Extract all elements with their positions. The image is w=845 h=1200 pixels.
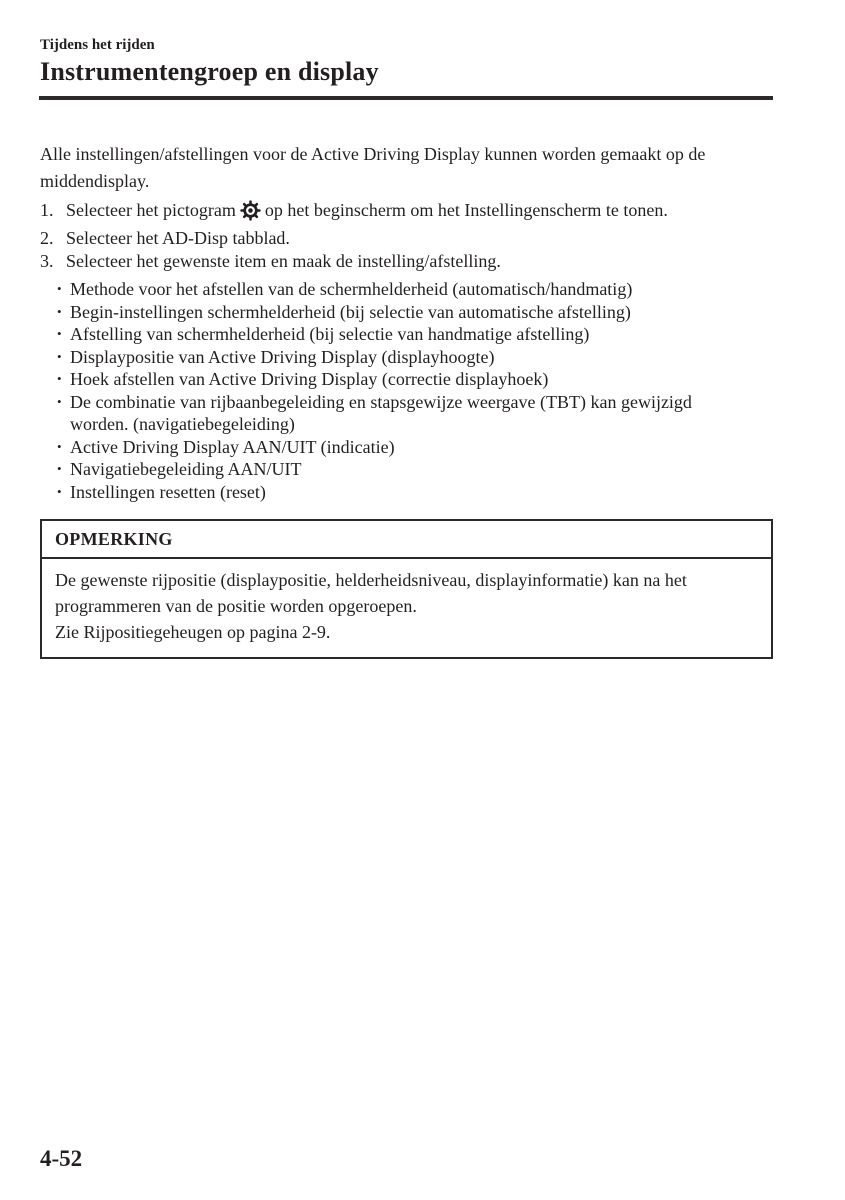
note-title: OPMERKING bbox=[42, 521, 771, 559]
intro-line: Alle instellingen/afstellingen voor de Active Driving Display kunnen worden gemaakt op de bbox=[40, 144, 706, 164]
step-number: 2. bbox=[40, 228, 54, 248]
gear-icon bbox=[240, 200, 261, 227]
step-text-after: op het beginscherm om het Instellingenscherm te tonen. bbox=[264, 200, 668, 220]
list-item bbox=[57, 458, 773, 481]
bullet-icon: • bbox=[57, 326, 62, 341]
list-item bbox=[57, 346, 773, 369]
section-label: Tijdens het rijden bbox=[40, 37, 155, 53]
bullet-icon: • bbox=[57, 348, 62, 364]
bullet-text: Hoek afstellen van Active Driving Display (correctie displayhoek) bbox=[70, 369, 549, 389]
step-number: 1. bbox=[40, 200, 54, 220]
bullet-text: Displaypositie van Active Driving Display (displayhoogte) bbox=[70, 346, 495, 367]
step-text: Selecteer het AD-Disp tabblad. bbox=[66, 228, 290, 248]
bullet-icon: • bbox=[57, 461, 62, 476]
list-item bbox=[57, 481, 773, 504]
page-header bbox=[40, 36, 773, 88]
list-item bbox=[57, 278, 773, 301]
bullet-text: Afstelling van schermhelderheid (bij selectie van handmatige afstelling) bbox=[70, 324, 590, 344]
page-number: 4-52 bbox=[40, 1146, 83, 1171]
bullet-text-line: worden. (navigatiebegeleiding) bbox=[70, 414, 295, 434]
bullet-list bbox=[57, 278, 773, 503]
step-text: Selecteer het gewenste item en maak de instelling/afstelling. bbox=[66, 251, 501, 271]
bullet-icon: • bbox=[57, 281, 62, 296]
list-item bbox=[57, 323, 773, 346]
bullet-text: Instellingen resetten (reset) bbox=[70, 481, 266, 502]
list-item bbox=[57, 436, 773, 459]
note-line: De gewenste rijpositie (displaypositie, helderheidsniveau, displayinformatie) kan na het bbox=[55, 570, 687, 590]
step-number: 3. bbox=[40, 251, 54, 271]
intro-line: middendisplay. bbox=[40, 171, 150, 191]
step-text-before: Selecteer het pictogram bbox=[66, 200, 236, 220]
bullet-icon: • bbox=[57, 438, 62, 454]
title-rule bbox=[39, 96, 773, 100]
step-text bbox=[66, 199, 773, 227]
step-item bbox=[40, 199, 773, 227]
bullet-text: Active Driving Display AAN/UIT (indicatie) bbox=[70, 436, 395, 457]
note-line: Zie Rijpositiegeheugen op pagina 2-9. bbox=[55, 622, 331, 642]
intro-paragraph bbox=[40, 141, 773, 195]
bullet-icon: • bbox=[57, 393, 62, 409]
bullet-text: Begin-instellingen schermhelderheid (bij selectie van automatische afstelling) bbox=[70, 301, 631, 322]
note-line: programmeren van de positie worden opgeroepen. bbox=[55, 596, 417, 616]
bullet-text: Methode voor het afstellen van de schermhelderheid (automatisch/handmatig) bbox=[70, 279, 633, 299]
list-item bbox=[57, 391, 773, 436]
note-body bbox=[42, 559, 771, 657]
step-item bbox=[40, 227, 773, 250]
bullet-icon: • bbox=[57, 303, 62, 319]
note-box bbox=[40, 519, 773, 659]
step-list bbox=[40, 199, 773, 273]
page-title: Instrumentengroep en display bbox=[40, 57, 379, 86]
list-item bbox=[57, 368, 773, 391]
bullet-text bbox=[70, 391, 773, 436]
step-item bbox=[40, 250, 773, 273]
bullet-text-line: De combinatie van rijbaanbegeleiding en stapsgewijze weergave (TBT) kan gewijzigd bbox=[70, 391, 692, 412]
list-item bbox=[57, 301, 773, 324]
bullet-icon: • bbox=[57, 483, 62, 499]
bullet-text: Navigatiebegeleiding AAN/UIT bbox=[70, 459, 302, 479]
bullet-icon: • bbox=[57, 371, 62, 386]
